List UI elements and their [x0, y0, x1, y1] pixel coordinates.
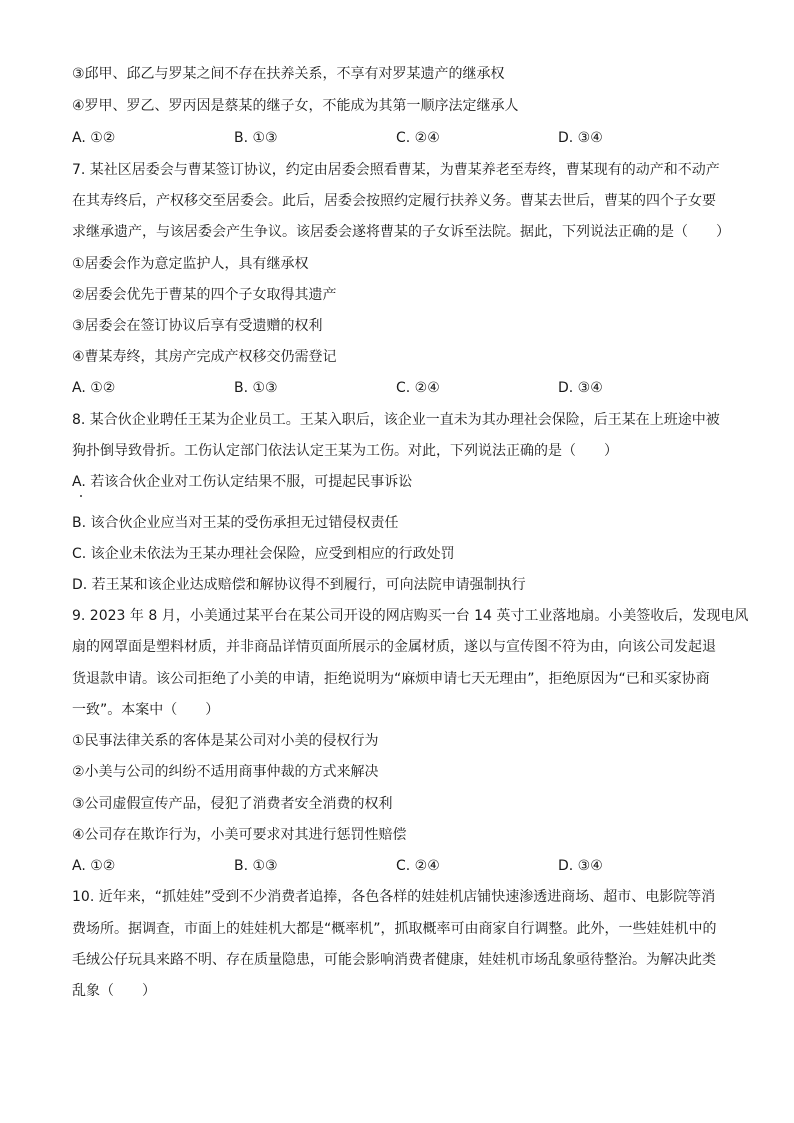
q8-stem-line-2: 狗扑倒导致骨折。工伤认定部门依法认定王某为工伤。对此，下列说法正确的是（ ）: [72, 443, 618, 459]
q8-stem-line-1: 8. 某合伙企业聘任王某为企业员工。王某入职后，该企业一直未为其办理社会保险，后王某在上班途中被: [72, 412, 720, 428]
q7-statement-2: ②居委会优先于曹某的四个子女取得其遗产: [72, 287, 337, 303]
q7-option-d: D. ③④: [558, 380, 603, 396]
q6-option-a: A. ①②: [72, 130, 116, 146]
q9-option-a: A. ①②: [72, 858, 116, 874]
q9-stem-line-3: 货退款申请。该公司拒绝了小美的申请，拒绝说明为“麻烦申请七天无理由”，拒绝原因为“已和买家协商: [72, 671, 710, 687]
q10-stem-line-4: 乱象（ ）: [72, 983, 156, 999]
q7-statement-3: ③居委会在签订协议后享有受遗赠的权利: [72, 318, 323, 334]
stray-mark: [80, 495, 82, 497]
q8-option-b: B. 该合伙企业应当对王某的受伤承担无过错侵权责任: [72, 515, 399, 531]
q7-option-c: C. ②④: [396, 380, 440, 396]
q9-stem-line-1: 9. 2023 年 8 月，小美通过某平台在某公司开设的网店购买一台 14 英寸工业落地扇。小美签收后，发现电风: [72, 608, 749, 624]
q6-statement-3: ③邱甲、邱乙与罗某之间不存在扶养关系，不享有对罗某遗产的继承权: [72, 66, 505, 82]
q7-statement-1: ①居委会作为意定监护人，具有继承权: [72, 256, 309, 272]
q7-options: [72, 378, 732, 398]
q9-stem-line-2: 扇的网罩面是塑料材质，并非商品详情页面所展示的金属材质，遂以与宣传图不符为由，向该公司发起退: [72, 639, 716, 655]
q9-statement-2: ②小美与公司的纠纷不适用商事仲裁的方式来解决: [72, 764, 379, 780]
q9-statement-3: ③公司虚假宣传产品，侵犯了消费者安全消费的权利: [72, 796, 393, 812]
q6-option-d: D. ③④: [558, 130, 603, 146]
q7-option-a: A. ①②: [72, 380, 116, 396]
q10-stem-line-2: 费场所。据调查，市面上的娃娃机大都是“概率机”，抓取概率可由商家自行调整。此外，一些娃娃机中的: [72, 921, 717, 937]
q7-option-b: B. ①③: [234, 380, 278, 396]
q7-stem-line-3: 求继承遗产，与该居委会产生争议。该居委会遂将曹某的子女诉至法院。据此，下列说法正确的是（ ）: [72, 224, 730, 240]
q9-options: [72, 856, 732, 876]
q6-option-b: B. ①③: [234, 130, 278, 146]
q6-options: [72, 128, 732, 148]
q7-statement-4: ④曹某寿终，其房产完成产权移交仍需登记: [72, 349, 337, 365]
q9-stem-line-4: 一致”。本案中（ ）: [72, 702, 220, 718]
q8-option-c: C. 该企业未依法为王某办理社会保险，应受到相应的行政处罚: [72, 546, 455, 562]
q6-statement-4: ④罗甲、罗乙、罗丙因是蔡某的继子女，不能成为其第一顺序法定继承人: [72, 98, 519, 114]
q6-option-c: C. ②④: [396, 130, 440, 146]
q9-option-c: C. ②④: [396, 858, 440, 874]
q9-statement-1: ①民事法律关系的客体是某公司对小美的侵权行为: [72, 733, 379, 749]
q9-option-b: B. ①③: [234, 858, 278, 874]
q10-stem-line-1: 10. 近年来，“抓娃娃”受到不少消费者追捧，各色各样的娃娃机店铺快速渗透进商场、超市、电影院等消: [72, 889, 716, 905]
q7-stem-line-2: 在其寿终后，产权移交至居委会。此后，居委会按照约定履行扶养义务。曹某去世后，曹某的四个子女要: [72, 193, 716, 209]
q7-stem-line-1: 7. 某社区居委会与曹某签订协议，约定由居委会照看曹某，为曹某养老至寿终，曹某现有的动产和不动产: [72, 162, 720, 178]
q9-statement-4: ④公司存在欺诈行为，小美可要求对其进行惩罚性赔偿: [72, 827, 407, 843]
q8-option-a: A. 若该合伙企业对工伤认定结果不服，可提起民事诉讼: [72, 474, 413, 490]
q9-option-d: D. ③④: [558, 858, 603, 874]
q8-option-d: D. 若王某和该企业达成赔偿和解协议得不到履行，可向法院申请强制执行: [72, 577, 526, 593]
q10-stem-line-3: 毛绒公仔玩具来路不明、存在质量隐患，可能会影响消费者健康，娃娃机市场乱象亟待整治。为解决此类: [72, 952, 716, 968]
